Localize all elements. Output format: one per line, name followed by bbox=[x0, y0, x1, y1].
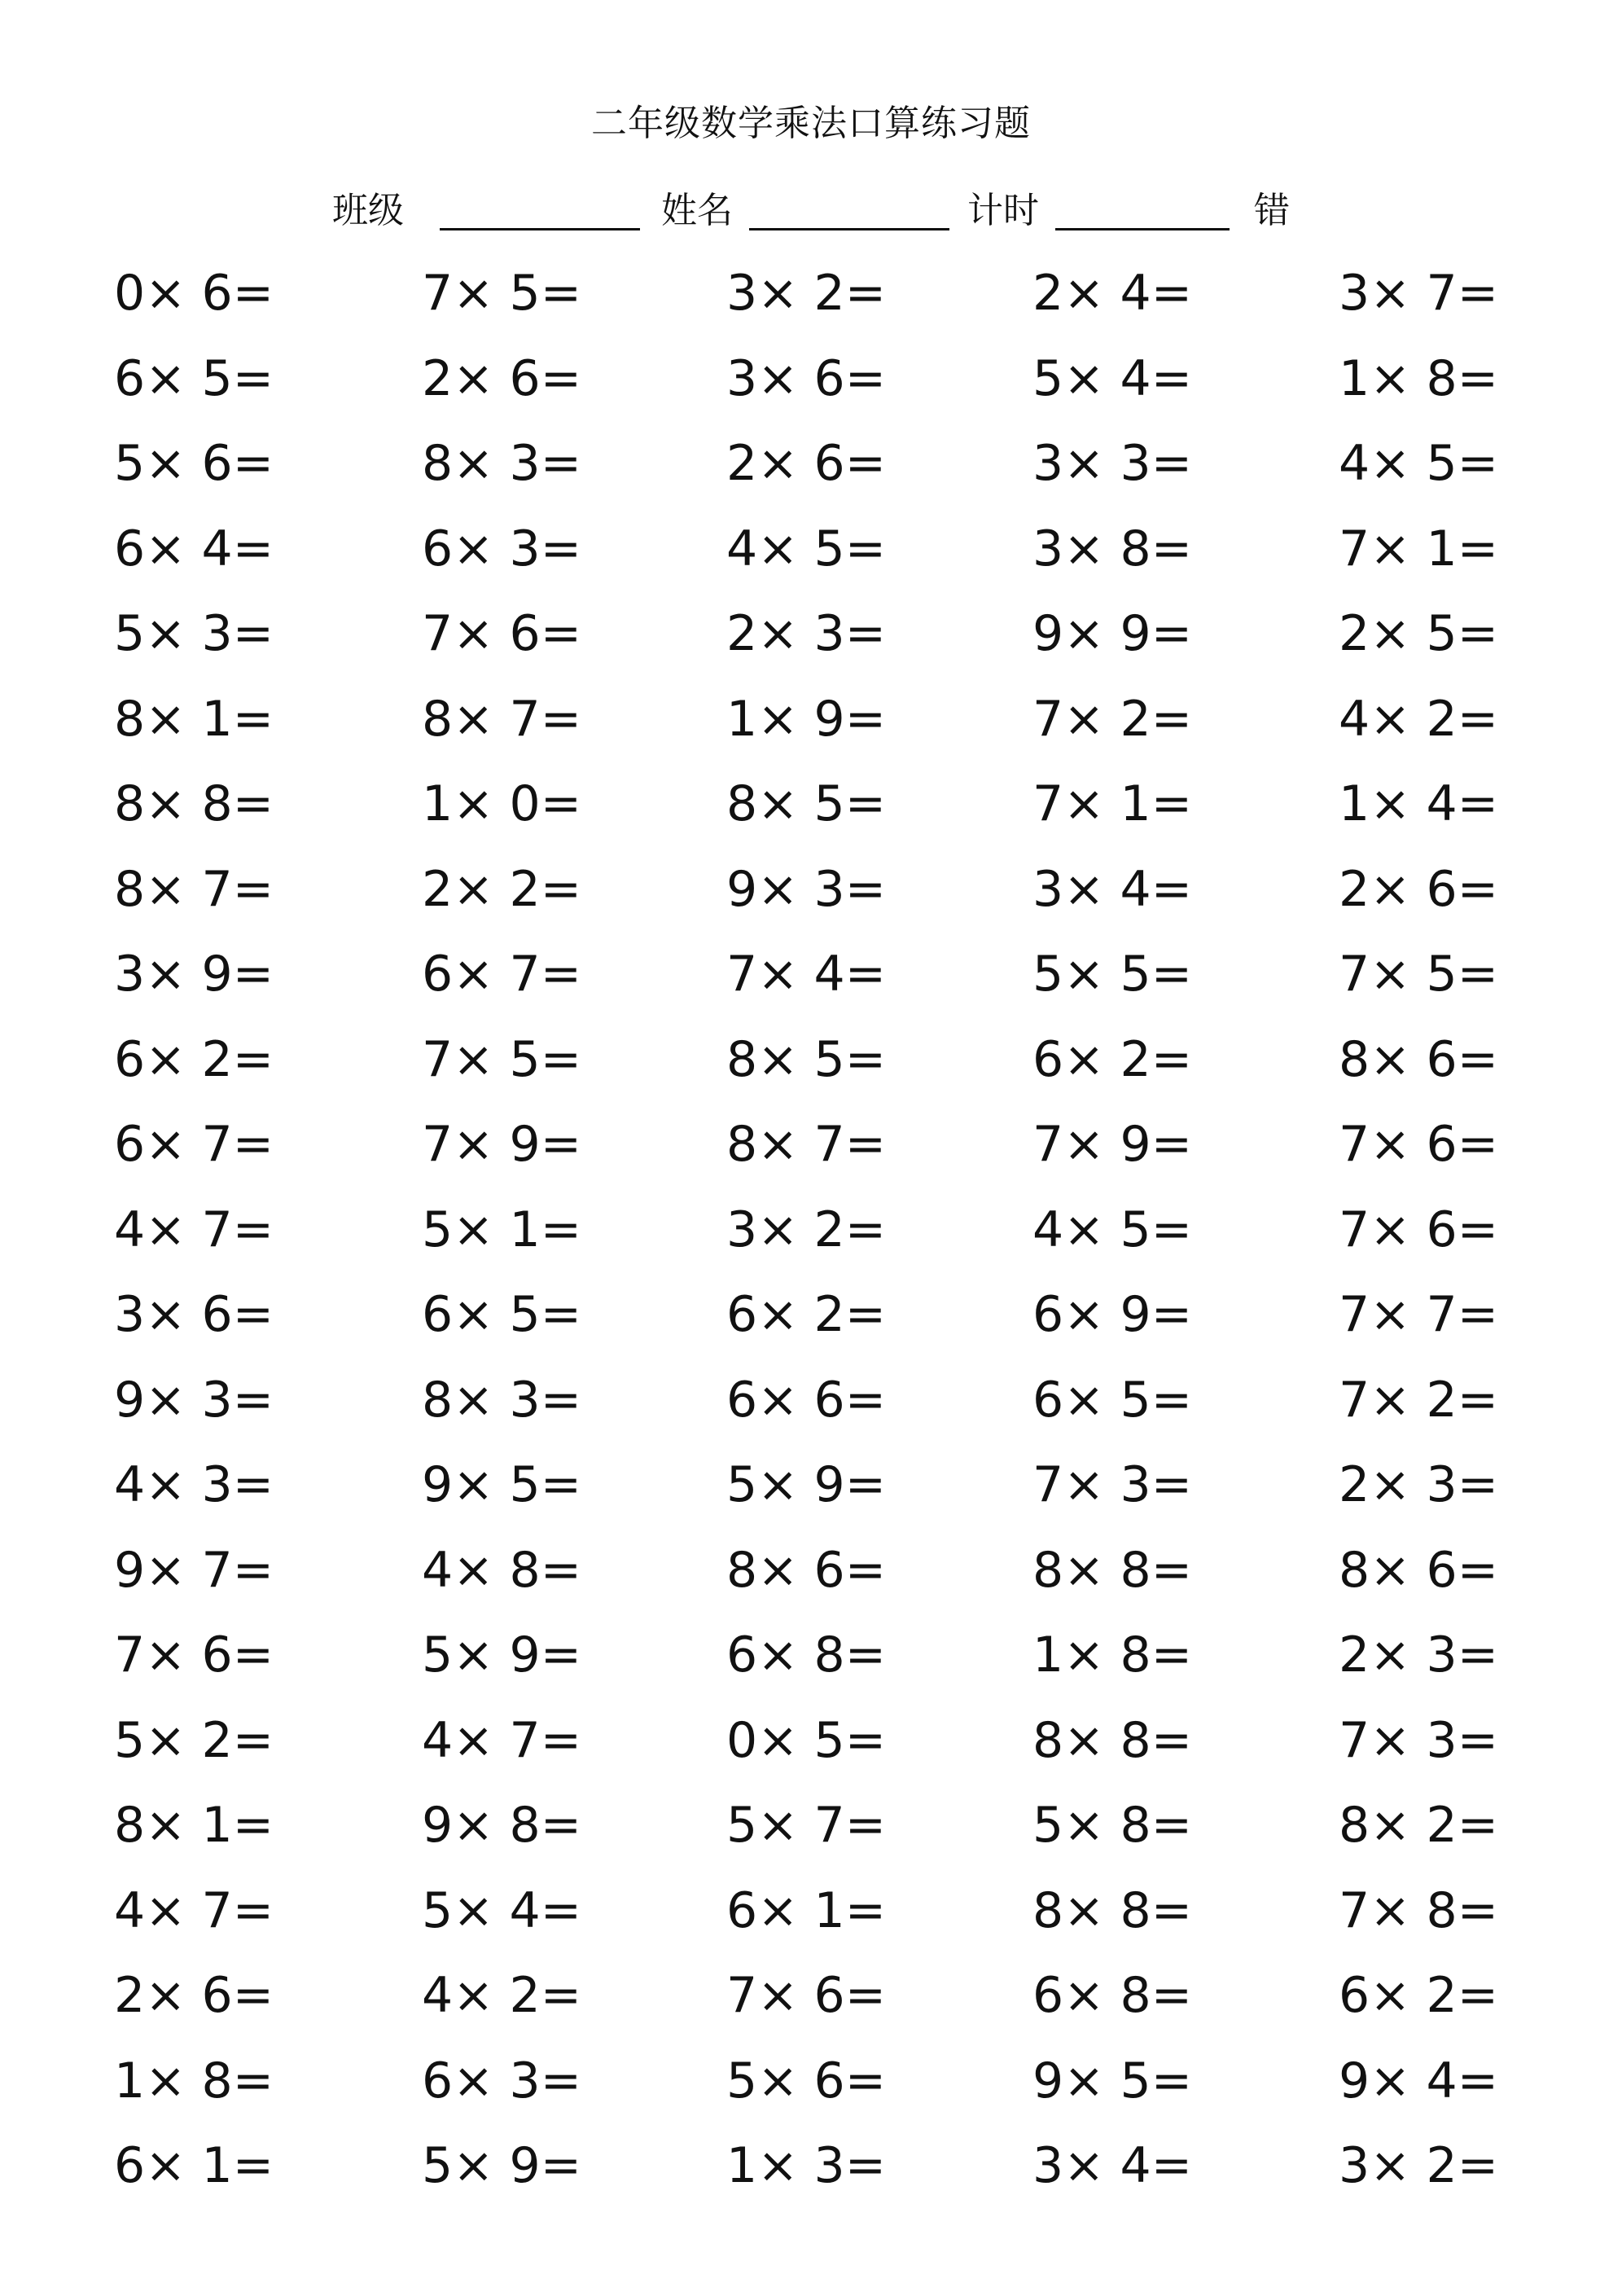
multiplication-problem: 6× 5= bbox=[114, 350, 274, 407]
multiplication-problem: 4× 3= bbox=[114, 1456, 274, 1513]
multiplication-problem: 8× 8= bbox=[1032, 1712, 1192, 1769]
multiplication-problem: 4× 7= bbox=[114, 1201, 274, 1258]
multiplication-problem: 2× 2= bbox=[422, 861, 581, 918]
multiplication-problem: 2× 3= bbox=[726, 605, 886, 662]
multiplication-problem: 1× 3= bbox=[726, 2137, 886, 2194]
name-label: 姓名 bbox=[661, 190, 733, 231]
multiplication-problem: 1× 0= bbox=[422, 775, 581, 832]
multiplication-problem: 4× 8= bbox=[422, 1542, 581, 1599]
multiplication-problem: 7× 5= bbox=[1339, 946, 1498, 1003]
multiplication-problem: 8× 1= bbox=[114, 691, 274, 748]
multiplication-problem: 6× 3= bbox=[422, 2052, 581, 2109]
multiplication-problem: 3× 2= bbox=[726, 1201, 886, 1258]
multiplication-problem: 5× 1= bbox=[422, 1201, 581, 1258]
multiplication-problem: 5× 2= bbox=[114, 1712, 274, 1769]
multiplication-problem: 9× 5= bbox=[422, 1456, 581, 1513]
multiplication-problem: 8× 6= bbox=[1339, 1542, 1498, 1599]
multiplication-problem: 2× 6= bbox=[726, 435, 886, 492]
multiplication-problem: 9× 3= bbox=[114, 1372, 274, 1429]
multiplication-problem: 6× 7= bbox=[422, 946, 581, 1003]
multiplication-problem: 5× 9= bbox=[422, 2137, 581, 2194]
multiplication-problem: 1× 8= bbox=[1339, 350, 1498, 407]
multiplication-problem: 7× 3= bbox=[1032, 1456, 1192, 1513]
multiplication-problem: 4× 5= bbox=[726, 520, 886, 577]
multiplication-problem: 8× 5= bbox=[726, 775, 886, 832]
multiplication-problem: 8× 6= bbox=[1339, 1031, 1498, 1088]
multiplication-problem: 3× 7= bbox=[1339, 265, 1498, 322]
multiplication-problem: 6× 6= bbox=[726, 1372, 886, 1429]
multiplication-problem: 1× 4= bbox=[1339, 775, 1498, 832]
multiplication-problem: 5× 3= bbox=[114, 605, 274, 662]
multiplication-problem: 3× 6= bbox=[726, 350, 886, 407]
multiplication-problem: 7× 3= bbox=[1339, 1712, 1498, 1769]
multiplication-problem: 2× 4= bbox=[1032, 265, 1192, 322]
multiplication-problem: 6× 9= bbox=[1032, 1286, 1192, 1343]
multiplication-problem: 7× 6= bbox=[114, 1627, 274, 1684]
multiplication-problem: 9× 5= bbox=[1032, 2052, 1192, 2109]
multiplication-problem: 6× 8= bbox=[726, 1627, 886, 1684]
multiplication-problem: 6× 2= bbox=[114, 1031, 274, 1088]
multiplication-problem: 1× 9= bbox=[726, 691, 886, 748]
multiplication-problem: 3× 2= bbox=[726, 265, 886, 322]
problem-grid bbox=[0, 265, 1622, 2248]
multiplication-problem: 6× 7= bbox=[114, 1116, 274, 1173]
multiplication-problem: 1× 8= bbox=[114, 2052, 274, 2109]
student-info-row bbox=[0, 181, 1622, 238]
multiplication-problem: 5× 5= bbox=[1032, 946, 1192, 1003]
multiplication-problem: 2× 5= bbox=[1339, 605, 1498, 662]
multiplication-problem: 7× 2= bbox=[1032, 691, 1192, 748]
multiplication-problem: 7× 5= bbox=[422, 1031, 581, 1088]
multiplication-problem: 6× 2= bbox=[726, 1286, 886, 1343]
multiplication-problem: 3× 2= bbox=[1339, 2137, 1498, 2194]
multiplication-problem: 7× 5= bbox=[422, 265, 581, 322]
multiplication-problem: 6× 2= bbox=[1339, 1967, 1498, 2024]
multiplication-problem: 4× 5= bbox=[1032, 1201, 1192, 1258]
multiplication-problem: 0× 5= bbox=[726, 1712, 886, 1769]
page-title: 二年级数学乘法口算练习题 bbox=[591, 103, 1031, 144]
multiplication-problem: 6× 5= bbox=[422, 1286, 581, 1343]
multiplication-problem: 8× 6= bbox=[726, 1542, 886, 1599]
multiplication-problem: 8× 8= bbox=[1032, 1882, 1192, 1939]
multiplication-problem: 2× 3= bbox=[1339, 1627, 1498, 1684]
multiplication-problem: 6× 2= bbox=[1032, 1031, 1192, 1088]
multiplication-problem: 8× 8= bbox=[114, 775, 274, 832]
multiplication-problem: 7× 6= bbox=[422, 605, 581, 662]
multiplication-problem: 8× 3= bbox=[422, 1372, 581, 1429]
multiplication-problem: 6× 3= bbox=[422, 520, 581, 577]
multiplication-problem: 7× 8= bbox=[1339, 1882, 1498, 1939]
multiplication-problem: 5× 7= bbox=[726, 1797, 886, 1854]
multiplication-problem: 4× 5= bbox=[1339, 435, 1498, 492]
multiplication-problem: 7× 9= bbox=[1032, 1116, 1192, 1173]
multiplication-problem: 2× 6= bbox=[422, 350, 581, 407]
multiplication-problem: 8× 1= bbox=[114, 1797, 274, 1854]
multiplication-problem: 5× 8= bbox=[1032, 1797, 1192, 1854]
multiplication-problem: 5× 9= bbox=[726, 1456, 886, 1513]
multiplication-problem: 9× 7= bbox=[114, 1542, 274, 1599]
multiplication-problem: 8× 2= bbox=[1339, 1797, 1498, 1854]
class-blank bbox=[440, 228, 640, 230]
multiplication-problem: 3× 6= bbox=[114, 1286, 274, 1343]
time-blank bbox=[1055, 228, 1230, 230]
multiplication-problem: 4× 2= bbox=[1339, 691, 1498, 748]
multiplication-problem: 8× 8= bbox=[1032, 1542, 1192, 1599]
multiplication-problem: 6× 4= bbox=[114, 520, 274, 577]
multiplication-problem: 9× 9= bbox=[1032, 605, 1192, 662]
multiplication-problem: 7× 1= bbox=[1339, 520, 1498, 577]
multiplication-problem: 4× 7= bbox=[114, 1882, 274, 1939]
multiplication-problem: 0× 6= bbox=[114, 265, 274, 322]
multiplication-problem: 7× 7= bbox=[1339, 1286, 1498, 1343]
multiplication-problem: 9× 3= bbox=[726, 861, 886, 918]
multiplication-problem: 9× 8= bbox=[422, 1797, 581, 1854]
multiplication-problem: 5× 6= bbox=[114, 435, 274, 492]
multiplication-problem: 7× 9= bbox=[422, 1116, 581, 1173]
multiplication-problem: 2× 6= bbox=[1339, 861, 1498, 918]
multiplication-problem: 7× 1= bbox=[1032, 775, 1192, 832]
multiplication-problem: 7× 6= bbox=[1339, 1201, 1498, 1258]
multiplication-problem: 7× 6= bbox=[1339, 1116, 1498, 1173]
multiplication-problem: 6× 1= bbox=[114, 2137, 274, 2194]
multiplication-problem: 3× 3= bbox=[1032, 435, 1192, 492]
multiplication-problem: 5× 9= bbox=[422, 1627, 581, 1684]
multiplication-problem: 2× 6= bbox=[114, 1967, 274, 2024]
wrong-label: 错 bbox=[1254, 190, 1290, 231]
multiplication-problem: 3× 9= bbox=[114, 946, 274, 1003]
time-label: 计时 bbox=[967, 190, 1039, 231]
multiplication-problem: 7× 2= bbox=[1339, 1372, 1498, 1429]
class-label: 班级 bbox=[332, 190, 404, 231]
multiplication-problem: 6× 1= bbox=[726, 1882, 886, 1939]
multiplication-problem: 4× 2= bbox=[422, 1967, 581, 2024]
name-blank bbox=[749, 228, 949, 230]
multiplication-problem: 9× 4= bbox=[1339, 2052, 1498, 2109]
multiplication-problem: 5× 4= bbox=[1032, 350, 1192, 407]
multiplication-problem: 1× 8= bbox=[1032, 1627, 1192, 1684]
multiplication-problem: 6× 5= bbox=[1032, 1372, 1192, 1429]
multiplication-problem: 7× 4= bbox=[726, 946, 886, 1003]
multiplication-problem: 8× 7= bbox=[726, 1116, 886, 1173]
multiplication-problem: 8× 7= bbox=[422, 691, 581, 748]
multiplication-problem: 6× 8= bbox=[1032, 1967, 1192, 2024]
multiplication-problem: 3× 4= bbox=[1032, 2137, 1192, 2194]
multiplication-problem: 3× 8= bbox=[1032, 520, 1192, 577]
multiplication-problem: 8× 7= bbox=[114, 861, 274, 918]
multiplication-problem: 8× 3= bbox=[422, 435, 581, 492]
multiplication-problem: 4× 7= bbox=[422, 1712, 581, 1769]
multiplication-problem: 8× 5= bbox=[726, 1031, 886, 1088]
multiplication-problem: 7× 6= bbox=[726, 1967, 886, 2024]
multiplication-problem: 2× 3= bbox=[1339, 1456, 1498, 1513]
multiplication-problem: 5× 6= bbox=[726, 2052, 886, 2109]
multiplication-problem: 3× 4= bbox=[1032, 861, 1192, 918]
multiplication-problem: 5× 4= bbox=[422, 1882, 581, 1939]
